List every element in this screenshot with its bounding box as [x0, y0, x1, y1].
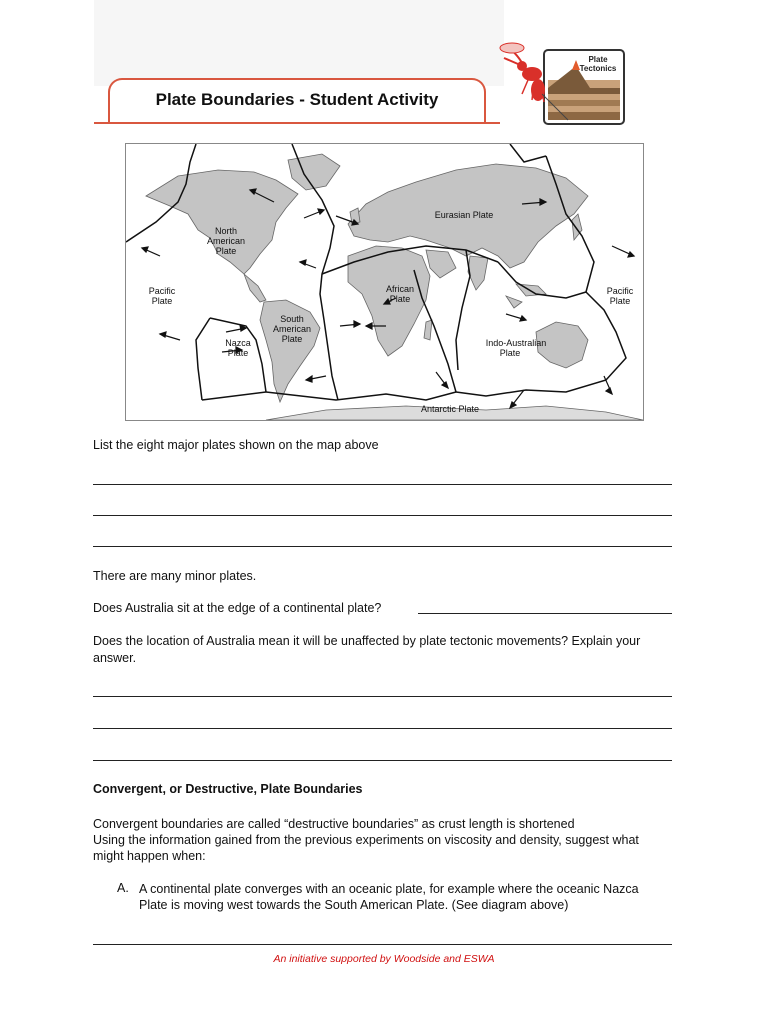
greenland-landmass — [288, 154, 340, 190]
list-marker-a: A. — [117, 881, 129, 895]
page-title: Plate Boundaries - Student Activity — [155, 90, 439, 109]
item-a-line1: A continental plate converges with an oceanic plate, for example where the oceanic Nazca — [139, 882, 639, 896]
label-pacific-right-1: Pacific — [606, 286, 634, 296]
convergent-paragraph-1: Convergent boundaries are called “destructive boundaries” as crust length is shortened — [93, 817, 575, 831]
logo-text-2: Tectonics — [579, 64, 617, 73]
convergent-paragraph-2-line1: Using the information gained from the previous experiments on viscosity and density, suggest what — [93, 833, 639, 847]
label-indo-australian-1: Indo-Australian — [485, 338, 547, 348]
answer-line-5[interactable] — [93, 728, 672, 729]
logo-text-1: Plate — [588, 55, 608, 64]
label-pacific-left-2: Plate — [151, 296, 173, 306]
label-african-1: African — [385, 284, 415, 294]
label-south-american-1: South — [280, 314, 304, 324]
answer-line-6[interactable] — [93, 760, 672, 761]
label-south-american-3: Plate — [281, 334, 303, 344]
title-underline — [94, 122, 500, 124]
question-list-plates: List the eight major plates shown on the map above — [93, 438, 379, 452]
label-african-2: Plate — [389, 294, 411, 304]
question-australia-location-line2: answer. — [93, 651, 137, 665]
label-south-american-2: American — [272, 324, 312, 334]
question-australia-edge: Does Australia sit at the edge of a continental plate? — [93, 601, 382, 615]
answer-line-4[interactable] — [93, 696, 672, 697]
north-america-landmass — [146, 170, 298, 274]
label-eurasian: Eurasian Plate — [434, 210, 494, 220]
plate-boundaries-map — [125, 143, 644, 421]
answer-line-australia-edge[interactable] — [418, 613, 672, 614]
answer-line-7[interactable] — [93, 944, 672, 945]
label-nazca-1: Nazca — [225, 338, 251, 348]
label-antarctic: Antarctic Plate — [420, 404, 480, 414]
plate-tectonics-logo — [498, 36, 632, 128]
label-north-american-3: Plate — [215, 246, 237, 256]
header-background — [94, 0, 504, 86]
label-pacific-right-2: Plate — [609, 296, 631, 306]
label-north-american-2: American — [206, 236, 246, 246]
answer-line-3[interactable] — [93, 546, 672, 547]
section-heading-convergent: Convergent, or Destructive, Plate Boundaries — [93, 782, 363, 796]
question-australia-location-line1: Does the location of Australia mean it will be unaffected by plate tectonic movements? Explain your — [93, 634, 641, 648]
label-indo-australian-2: Plate — [499, 348, 521, 358]
label-pacific-left-1: Pacific — [148, 286, 176, 296]
item-a-line2: Plate is moving west towards the South American Plate. (See diagram above) — [139, 898, 569, 912]
footer-credit: An initiative supported by Woodside and ESWA — [273, 953, 495, 965]
answer-line-1[interactable] — [93, 484, 672, 485]
label-nazca-2: Plate — [227, 348, 249, 358]
label-north-american-1: North — [214, 226, 238, 236]
minor-plates-text: There are many minor plates. — [93, 569, 257, 583]
title-box — [108, 78, 486, 122]
convergent-paragraph-2-line2: might happen when: — [93, 849, 206, 863]
answer-line-2[interactable] — [93, 515, 672, 516]
